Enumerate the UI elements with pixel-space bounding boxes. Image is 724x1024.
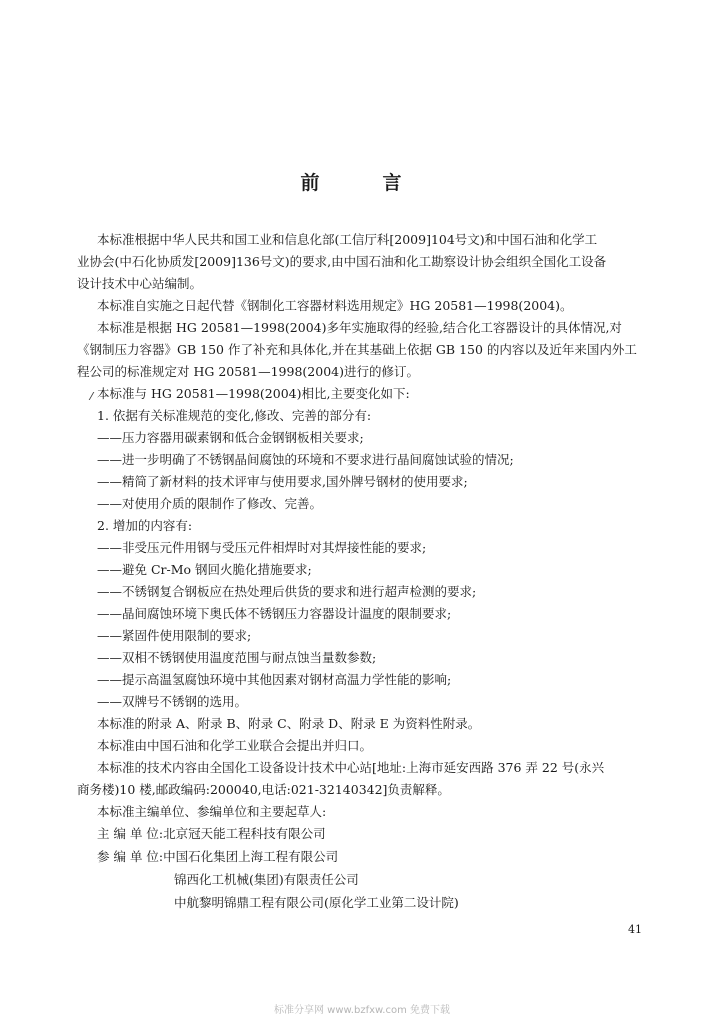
list-item: ——不锈钢复合钢板应在热处理后供货的要求和进行超声检测的要求; <box>97 584 477 599</box>
list-item: ——对使用介质的限制作了修改、完善。 <box>97 496 323 511</box>
paragraph-line: 业协会(中石化协质发[2009]136号文)的要求,由中国石油和化工勘察设计协会组织全国化工设备 <box>77 254 607 269</box>
list-item: ——双相不锈钢使用温度范围与耐点蚀当量数参数; <box>97 650 377 665</box>
paragraph-line: 程公司的标准规定对 HG 20581—1998(2004)进行的修订。 <box>77 364 419 379</box>
participating-unit: 参 编 单 位:中国石化集团上海工程有限公司 <box>97 849 339 864</box>
list-item: ——压力容器用碳素钢和低合金钢钢板相关要求; <box>97 430 364 445</box>
paragraph-line: 本标准主编单位、参编单位和主要起草人: <box>97 804 327 819</box>
list-item: ——进一步明确了不锈钢晶间腐蚀的环境和不要求进行晶间腐蚀试验的情况; <box>97 452 514 467</box>
page-title: 前 言 <box>300 172 424 194</box>
watermark: 标准分享网 www.bzfxw.com 免费下载 <box>274 1005 450 1016</box>
list-item: ——提示高温氢腐蚀环境中其他因素对钢材高温力学性能的影响; <box>97 672 452 687</box>
list-item: ——紧固件使用限制的要求; <box>97 628 252 643</box>
list-item: ——双牌号不锈钢的选用。 <box>97 694 248 709</box>
paragraph-line: 本标准的附录 A、附录 B、附录 C、附录 D、附录 E 为资料性附录。 <box>97 716 481 731</box>
paragraph-line: 本标准根据中华人民共和国工业和信息化部(工信厅科[2009]104号文)和中国石油和化学工 <box>97 232 598 247</box>
list-item: ——非受压元件用钢与受压元件相焊时对其焊接性能的要求; <box>97 540 427 555</box>
participating-unit: 锦西化工机械(集团)有限责任公司 <box>174 872 359 887</box>
paragraph-line: 本标准的技术内容由全国化工设备设计技术中心站[地址:上海市延安西路 376 弄 22 号(永兴 <box>97 760 605 775</box>
paragraph-line: 本标准与 HG 20581—1998(2004)相比,主要变化如下: <box>97 386 410 401</box>
list-heading: 2. 增加的内容有: <box>97 518 193 533</box>
chief-editor-unit: 主 编 单 位:北京冠天能工程科技有限公司 <box>97 826 326 841</box>
list-item: ——精简了新材料的技术评审与使用要求,国外牌号钢材的使用要求; <box>97 474 468 489</box>
list-heading: 1. 依据有关标准规范的变化,修改、完善的部分有: <box>97 408 372 423</box>
paragraph-line: 商务楼)10 楼,邮政编码:200040,电话:021-32140342]负责解释。 <box>77 782 450 797</box>
list-item: ——避免 Cr-Mo 钢回火脆化措施要求; <box>97 562 312 577</box>
participating-unit: 中航黎明锦鼎工程有限公司(原化学工业第二设计院) <box>174 895 459 910</box>
paragraph-line: 设计技术中心站编制。 <box>77 276 203 291</box>
paragraph-line: 本标准是根据 HG 20581—1998(2004)多年实施取得的经验,结合化工容器设计的具体情况,对 <box>97 320 622 335</box>
page-number: 41 <box>628 923 642 936</box>
paragraph-line: 本标准自实施之日起代替《钢制化工容器材料选用规定》HG 20581—1998(2004)。 <box>97 298 573 313</box>
paragraph-line: 本标准由中国石油和化学工业联合会提出并归口。 <box>97 738 373 753</box>
paragraph-line: 《钢制压力容器》GB 150 作了补充和具体化,并在其基础上依据 GB 150 的内容以及近年来国内外工 <box>77 342 637 357</box>
list-item: ——晶间腐蚀环境下奥氏体不锈钢压力容器设计温度的限制要求; <box>97 606 452 621</box>
